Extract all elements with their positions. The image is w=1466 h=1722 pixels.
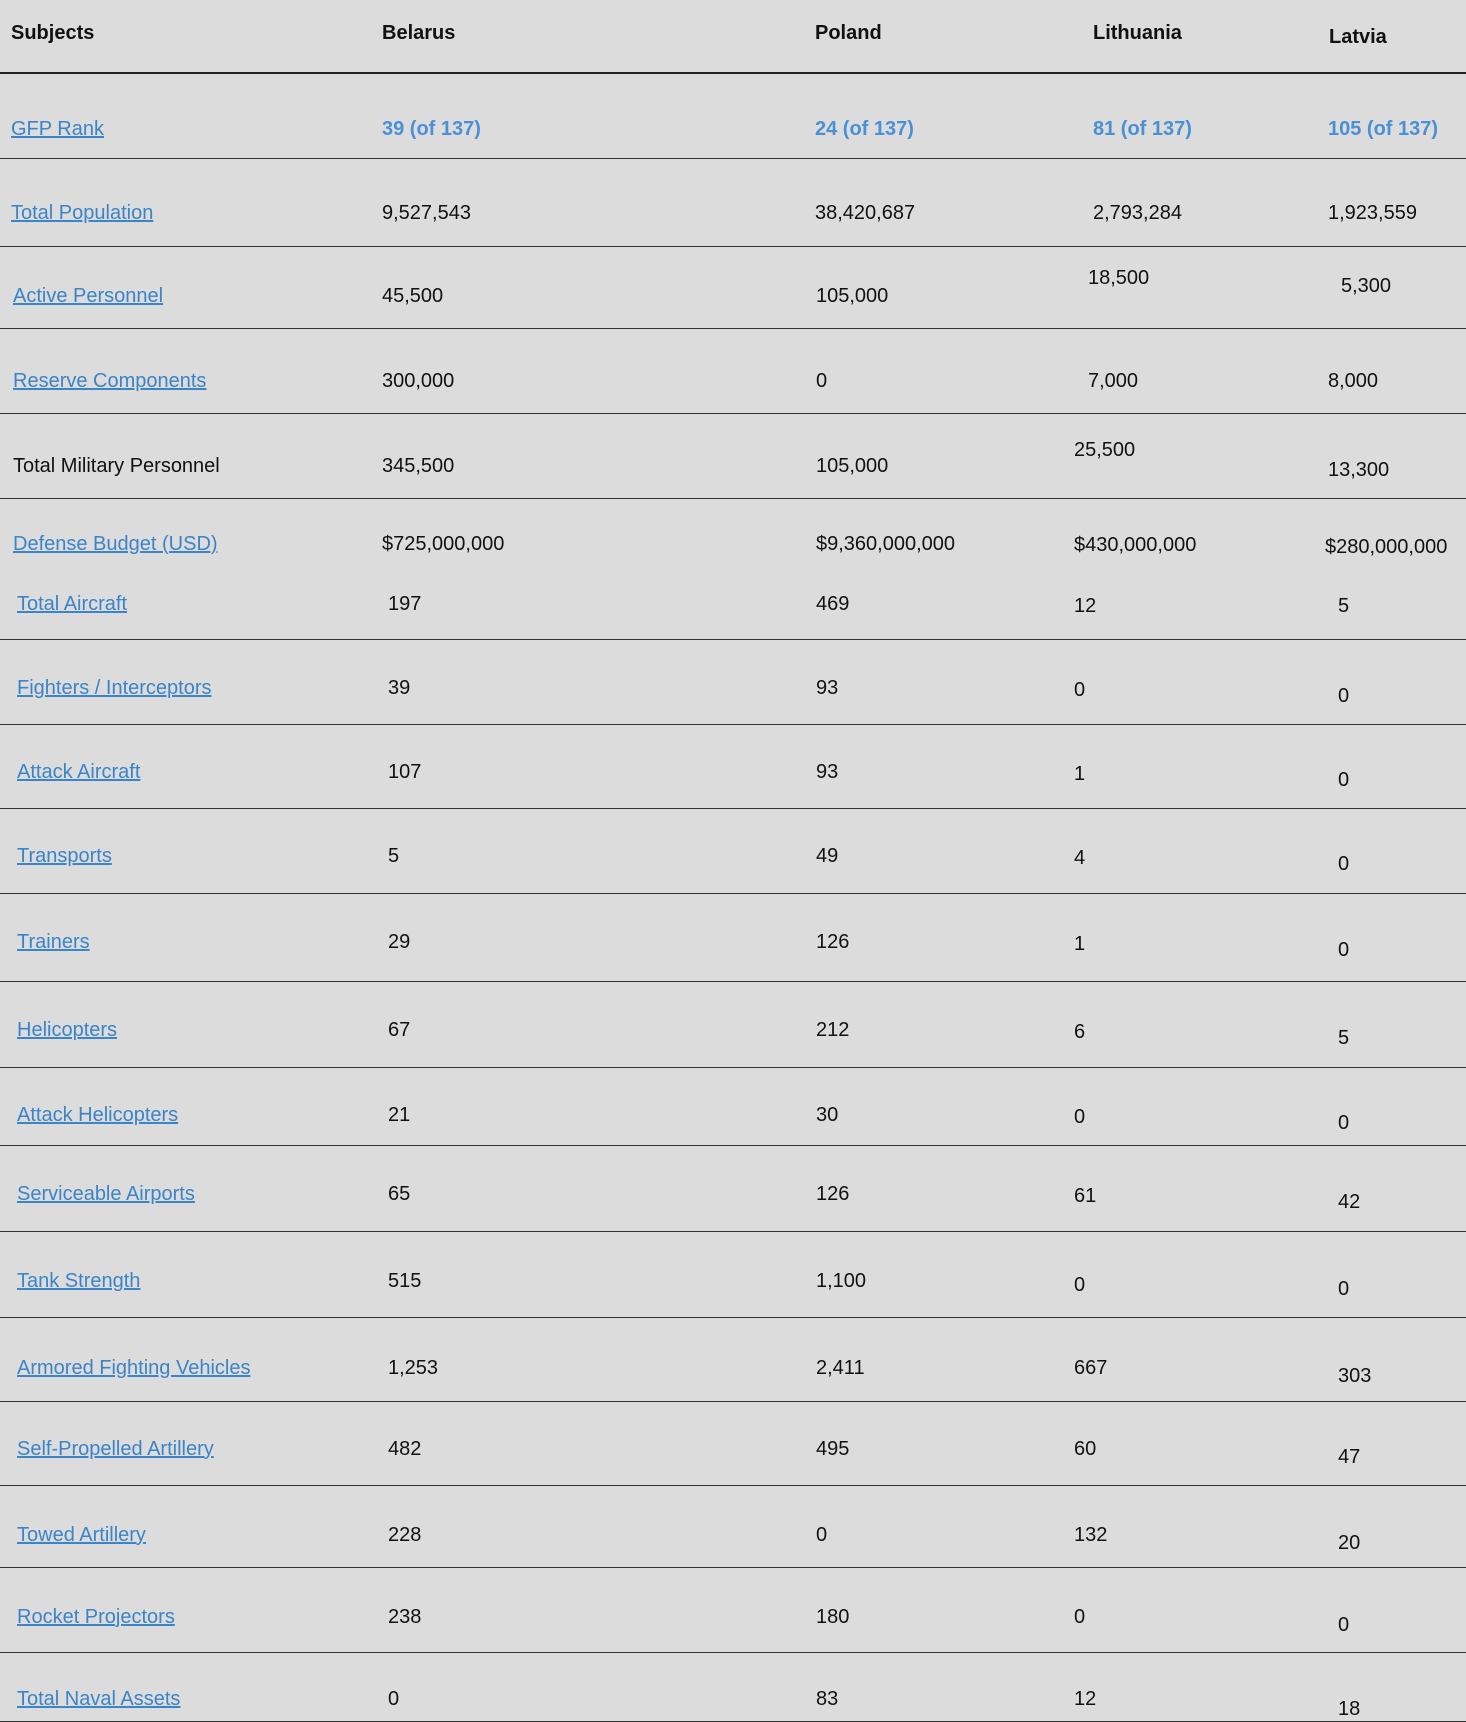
cell-poland: 212 (816, 1019, 850, 1041)
cell-lithuania: 2,793,284 (1093, 202, 1182, 224)
cell-latvia: 0 (1338, 1278, 1350, 1300)
table-row (0, 1569, 1466, 1653)
subject-rocket-projectors-link[interactable]: Rocket Projectors (17, 1606, 175, 1628)
cell-poland: 105,000 (816, 455, 889, 477)
subject-self-propelled-artillery-link[interactable]: Self-Propelled Artillery (17, 1438, 214, 1460)
cell-poland: 0 (816, 1524, 828, 1546)
cell-belarus: 107 (388, 761, 422, 783)
cell-latvia: 0 (1338, 685, 1350, 707)
subject-attack-aircraft-link[interactable]: Attack Aircraft (17, 761, 141, 783)
header-latvia: Latvia (1329, 26, 1387, 48)
cell-lithuania: 61 (1074, 1185, 1097, 1207)
table-row (0, 1487, 1466, 1568)
cell-belarus: 228 (388, 1524, 422, 1546)
cell-latvia: 1,923,559 (1328, 202, 1417, 224)
subject-defense-budget-usd-link[interactable]: Defense Budget (USD) (13, 533, 218, 555)
cell-latvia: 0 (1338, 853, 1350, 875)
cell-belarus: 1,253 (388, 1357, 439, 1379)
cell-lithuania: 0 (1074, 1274, 1086, 1296)
cell-belarus: 39 (388, 677, 411, 699)
table-row (0, 330, 1466, 414)
cell-belarus: 238 (388, 1606, 422, 1628)
cell-poland: 93 (816, 677, 839, 699)
subject-fighters-interceptors-link[interactable]: Fighters / Interceptors (17, 677, 212, 699)
cell-belarus: 345,500 (382, 455, 455, 477)
cell-lithuania: 12 (1074, 1688, 1097, 1710)
table-row (0, 415, 1466, 499)
subject-active-personnel-link[interactable]: Active Personnel (13, 285, 164, 307)
cell-poland: 0 (816, 370, 828, 392)
cell-poland: 180 (816, 1606, 850, 1628)
cell-lithuania: 667 (1074, 1357, 1108, 1379)
cell-lithuania: 0 (1074, 679, 1086, 701)
cell-poland: $9,360,000,000 (816, 533, 956, 555)
table-row (0, 895, 1466, 982)
subject-serviceable-airports-link[interactable]: Serviceable Airports (17, 1183, 195, 1205)
cell-latvia: 0 (1338, 939, 1350, 961)
header-subjects: Subjects (11, 22, 95, 44)
table-row (0, 725, 1466, 809)
cell-lithuania: 60 (1074, 1438, 1097, 1460)
cell-latvia: 20 (1338, 1532, 1361, 1554)
cell-latvia: 42 (1338, 1191, 1361, 1213)
cell-latvia: 47 (1338, 1446, 1361, 1468)
cell-poland: 38,420,687 (815, 202, 916, 224)
cell-belarus: 482 (388, 1438, 422, 1460)
subject-attack-helicopters-link[interactable]: Attack Helicopters (17, 1104, 179, 1126)
cell-poland: 105,000 (816, 285, 889, 307)
table-row (0, 1233, 1466, 1318)
subject-tank-strength-link[interactable]: Tank Strength (17, 1270, 141, 1292)
cell-poland: 93 (816, 761, 839, 783)
cell-lithuania: 1 (1074, 933, 1086, 955)
cell-poland: 83 (816, 1688, 839, 1710)
table-row (0, 72, 1466, 159)
cell-belarus: 0 (388, 1688, 400, 1710)
cell-latvia: 5 (1338, 595, 1350, 617)
cell-lithuania: 132 (1074, 1524, 1108, 1546)
subject-helicopters-link[interactable]: Helicopters (17, 1019, 118, 1041)
table-row (0, 641, 1466, 725)
table-row (0, 1654, 1466, 1722)
cell-belarus: $725,000,000 (382, 533, 505, 555)
cell-poland: 126 (816, 931, 850, 953)
subject-armored-fighting-vehicles-link[interactable]: Armored Fighting Vehicles (17, 1357, 251, 1379)
table-row (0, 1319, 1466, 1402)
subject-reserve-components-link[interactable]: Reserve Components (13, 370, 207, 392)
subject-gfp-rank-link[interactable]: GFP Rank (11, 118, 104, 140)
cell-belarus: 39 (of 137) (382, 118, 481, 140)
cell-poland: 469 (816, 593, 850, 615)
cell-belarus: 67 (388, 1019, 411, 1041)
cell-poland: 49 (816, 845, 839, 867)
cell-latvia: 0 (1338, 1112, 1350, 1134)
cell-lithuania: 4 (1074, 847, 1086, 869)
header-lithuania: Lithuania (1093, 22, 1182, 44)
header-belarus: Belarus (382, 22, 456, 44)
table-row (0, 1147, 1466, 1232)
cell-lithuania: 0 (1074, 1106, 1086, 1128)
header-poland: Poland (815, 22, 882, 44)
cell-lithuania: 81 (of 137) (1093, 118, 1192, 140)
subject-trainers-link[interactable]: Trainers (17, 931, 90, 953)
table-row (0, 809, 1466, 894)
cell-latvia: 303 (1338, 1365, 1372, 1387)
cell-belarus: 197 (388, 593, 422, 615)
subject-total-aircraft-link[interactable]: Total Aircraft (17, 593, 128, 615)
table-row (0, 1403, 1466, 1486)
cell-latvia: 13,300 (1328, 459, 1390, 481)
cell-poland: 126 (816, 1183, 850, 1205)
cell-lithuania: 7,000 (1088, 370, 1139, 392)
cell-lithuania: 6 (1074, 1021, 1086, 1043)
cell-lithuania: 1 (1074, 763, 1086, 785)
cell-poland: 495 (816, 1438, 850, 1460)
subject-transports-link[interactable]: Transports (17, 845, 112, 867)
cell-lithuania: 0 (1074, 1606, 1086, 1628)
cell-belarus: 515 (388, 1270, 422, 1292)
cell-latvia: 0 (1338, 769, 1350, 791)
cell-lithuania: 25,500 (1074, 439, 1136, 461)
cell-latvia: 8,000 (1328, 370, 1379, 392)
cell-latvia: 105 (of 137) (1328, 118, 1439, 140)
cell-latvia: $280,000,000 (1325, 536, 1448, 558)
cell-lithuania: 12 (1074, 595, 1097, 617)
cell-poland: 30 (816, 1104, 839, 1126)
subject-total-population-link[interactable]: Total Population (11, 202, 154, 224)
cell-belarus: 9,527,543 (382, 202, 471, 224)
table-row (0, 983, 1466, 1068)
table-row (0, 248, 1466, 329)
cell-poland: 1,100 (816, 1270, 867, 1292)
cell-belarus: 45,500 (382, 285, 444, 307)
cell-latvia: 0 (1338, 1614, 1350, 1636)
cell-latvia: 18 (1338, 1698, 1361, 1720)
cell-belarus: 65 (388, 1183, 411, 1205)
subject-total-military-personnel-label: Total Military Personnel (13, 455, 220, 477)
cell-lithuania: 18,500 (1088, 267, 1150, 289)
cell-lithuania: $430,000,000 (1074, 534, 1197, 556)
table-header (0, 0, 1466, 74)
cell-latvia: 5,300 (1341, 275, 1392, 297)
cell-belarus: 29 (388, 931, 411, 953)
table-row (0, 1069, 1466, 1146)
subject-towed-artillery-link[interactable]: Towed Artillery (17, 1524, 146, 1546)
table-row (0, 573, 1466, 640)
cell-belarus: 5 (388, 845, 400, 867)
cell-belarus: 21 (388, 1104, 411, 1126)
cell-poland: 2,411 (816, 1357, 865, 1379)
subject-total-naval-assets-link[interactable]: Total Naval Assets (17, 1688, 181, 1710)
cell-poland: 24 (of 137) (815, 118, 914, 140)
cell-belarus: 300,000 (382, 370, 455, 392)
table-row (0, 159, 1466, 247)
cell-latvia: 5 (1338, 1027, 1350, 1049)
